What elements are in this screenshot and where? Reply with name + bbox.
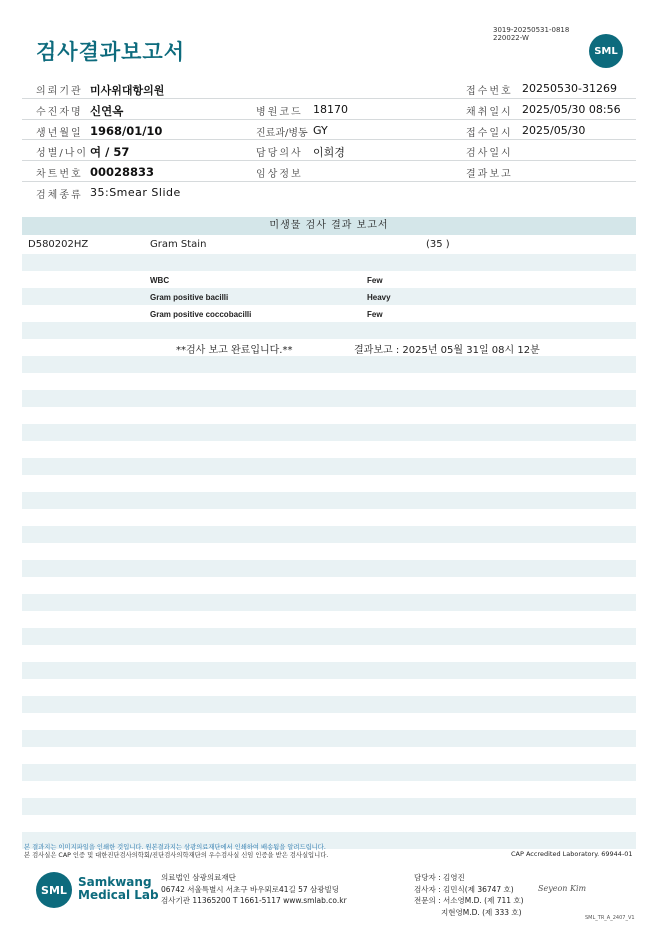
organization-info: [161, 872, 347, 907]
receipt-no-label: 접수번호: [466, 86, 513, 97]
received-value: 2025/05/30: [522, 123, 586, 137]
org-address: 06742 서울특별시 서초구 바우뫼로41길 57 삼광빌딩: [161, 884, 340, 894]
staff-manager: 담당자 : 김영진: [414, 873, 465, 882]
stripe-row: [22, 492, 636, 509]
image-print-notice: 본 결과지는 이미지파일을 인쇄한 것입니다. 원본결과지는 삼광의료재단에서 인쇄하여 배송됨을 알려드립니다.: [24, 844, 326, 851]
stripe-row: [22, 373, 636, 390]
chart-no-value: 00028833: [90, 165, 155, 180]
info-row-birth: [22, 120, 636, 141]
stripe-row: [22, 713, 636, 730]
info-row-sex-age: [22, 140, 636, 161]
stripe-row: [22, 696, 636, 713]
info-row-specimen: [22, 182, 636, 203]
stripe-row: [22, 254, 636, 271]
specimen-label: 검체종류: [36, 189, 83, 201]
accreditation-notice: 본 검사실은 CAP 인증 및 대한진단검사의학회/진단검사의학재단의 우수검사실 신임 인증을 받은 검사실입니다.: [24, 852, 329, 859]
stripe-row: [22, 271, 636, 288]
stripe-row: [22, 764, 636, 781]
report-title: 검사결과보고서: [36, 40, 186, 64]
sml-footer-logo-icon: SML: [36, 872, 72, 908]
stripe-row: [22, 543, 636, 560]
reported-label: 결과보고: [466, 169, 513, 181]
stripe-row: [22, 424, 636, 441]
hospital-code-value: 18170: [313, 102, 348, 116]
lab-name: [78, 876, 159, 902]
stripe-row: [22, 288, 636, 305]
stripe-row: [22, 441, 636, 458]
result-item-2: Gram positive bacilli: [150, 293, 229, 302]
patient-name-label: 수진자명: [36, 106, 83, 118]
birth-label: 생년월일: [36, 127, 83, 139]
stripe-row: [22, 645, 636, 662]
received-label: 접수일시: [466, 127, 513, 139]
stripe-row: [22, 662, 636, 679]
stripe-row: [22, 560, 636, 577]
stripe-row: [22, 526, 636, 543]
stripe-row: [22, 322, 636, 339]
test-code: D580202HZ: [28, 239, 89, 250]
document-number-line-1: 3019-20250531-0818: [493, 26, 570, 34]
stripe-row: [22, 305, 636, 322]
dept-label: 진료과/병동: [256, 127, 308, 139]
staff-specialist-2: 지현영M.D. (제 333 호): [441, 907, 522, 917]
stripe-row: [22, 747, 636, 764]
stripe-row: [22, 679, 636, 696]
section-header: 미생물 검사 결과 보고서: [22, 217, 636, 235]
stripe-row: [22, 594, 636, 611]
stripe-row: [22, 407, 636, 424]
institution-value: 미사위대항의원: [90, 84, 165, 97]
org-name: 의료법인 삼광의료재단: [161, 873, 236, 882]
test-name: Gram Stain: [150, 239, 207, 250]
lab-name-line-1: Samkwang: [78, 875, 152, 889]
tested-label: 검사일시: [466, 148, 513, 160]
info-row-patient: [22, 99, 636, 120]
document-number-line-2: 220022-W: [493, 34, 529, 42]
test-number: (35 ): [426, 239, 450, 250]
patient-info-table: [22, 78, 636, 203]
stripe-row: [22, 475, 636, 492]
result-value-3: Few: [367, 310, 383, 319]
result-item-1: WBC: [150, 276, 170, 285]
form-code: SML_TR_A_2407_V1: [585, 915, 635, 921]
receipt-no-value: 20250530-31269: [522, 82, 617, 95]
result-item-3: Gram positive coccobacilli: [150, 310, 252, 319]
stripe-row: [22, 730, 636, 747]
specimen-value: 35:Smear Slide: [90, 185, 181, 199]
birth-value: 1968/01/10: [90, 123, 163, 138]
sml-logo-icon: SML: [589, 34, 623, 68]
stripe-row: [22, 577, 636, 594]
sex-age-label: 성별/나이: [36, 148, 89, 160]
stripe-row: [22, 339, 636, 356]
result-value-1: Few: [367, 276, 383, 285]
stripe-row: [22, 815, 636, 832]
org-contact: 검사기관 11365200 T 1661-5117 www.smlab.co.kr: [161, 896, 347, 905]
lab-name-line-2: Medical Lab: [78, 888, 159, 902]
collected-label: 채취일시: [466, 106, 513, 118]
sex-age-value: 여 / 57: [90, 145, 130, 160]
dept-value: GY: [313, 123, 328, 137]
document-number: [493, 26, 569, 42]
doctor-value: 이희경: [313, 146, 345, 160]
clinical-label: 임상정보: [256, 169, 303, 181]
chart-no-label: 차트번호: [36, 169, 83, 181]
staff-specialist-1: 전문의 : 서소영M.D. (제 711 호): [414, 896, 524, 905]
info-row-institution: [22, 78, 636, 99]
stripe-row: [22, 611, 636, 628]
report-time: 결과보고 : 2025년 05월 31일 08시 12분: [354, 345, 540, 356]
stripe-row: [22, 458, 636, 475]
staff-info: [414, 872, 524, 918]
patient-name-value: 신연옥: [90, 103, 124, 118]
stripe-row: [22, 798, 636, 815]
result-area-stripes: [22, 237, 636, 849]
staff-tester: 검사자 : 김민식(제 36747 호): [414, 884, 514, 894]
hospital-code-label: 병원코드: [256, 106, 303, 118]
collected-value: 2025/05/30 08:56: [522, 102, 621, 116]
stripe-row: [22, 509, 636, 526]
stripe-row: [22, 781, 636, 798]
cap-accreditation: CAP Accredited Laboratory. 69944-01: [511, 850, 633, 858]
stripe-row: [22, 237, 636, 254]
stripe-row: [22, 356, 636, 373]
stripe-row: [22, 390, 636, 407]
result-value-2: Heavy: [367, 293, 391, 302]
stripe-row: [22, 628, 636, 645]
info-row-chart: [22, 161, 636, 182]
report-complete-message: **검사 보고 완료입니다.**: [176, 345, 293, 356]
doctor-label: 담당의사: [256, 148, 303, 160]
institution-label: 의뢰기관: [36, 86, 83, 97]
signature: Seyeon Kim: [538, 884, 587, 893]
